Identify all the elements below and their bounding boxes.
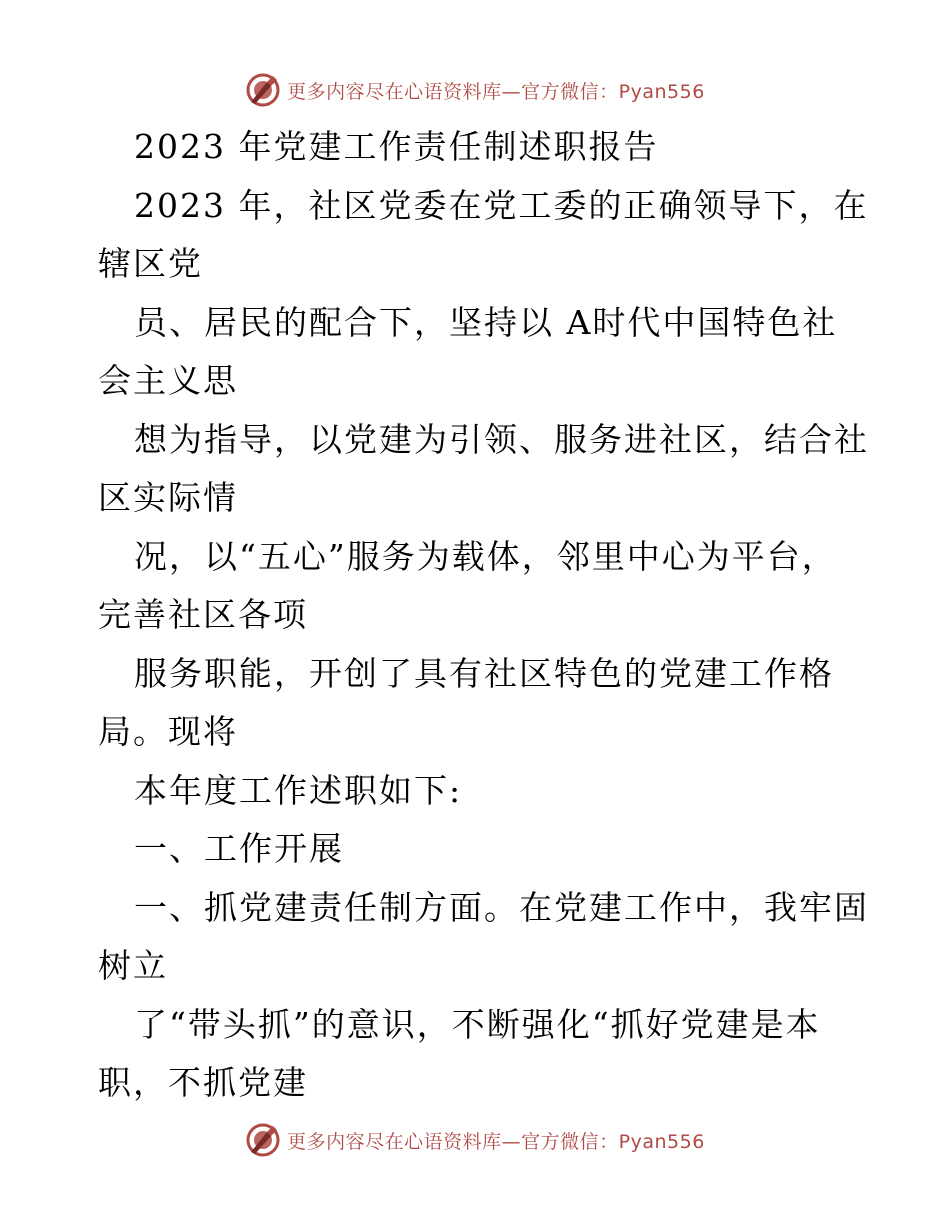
paragraph-line: 了“带头抓”的意识，不断强化“抓好党建是本 [134, 1005, 821, 1044]
paragraph-line: 区实际情 [98, 478, 238, 517]
paragraph-line: 况，以“五心”服务为载体，邻里中心为平台， [134, 537, 837, 576]
paragraph-line: 想为指导，以党建为引领、服务进社区，结合社 [134, 420, 869, 459]
paragraph-line: 完善社区各项 [98, 595, 308, 634]
paragraph-line: 本年度工作述职如下: [134, 771, 463, 810]
footer-watermark [0, 1118, 950, 1162]
paragraph-line: 2023 年，社区党委在党工委的正确领导下，在 [134, 186, 869, 225]
paragraph-line: 员、居民的配合下，坚持以 A时代中国特色社 [134, 303, 838, 342]
paragraph-line: 一、抓党建责任制方面。在党建工作中，我牢固 [134, 888, 869, 927]
section-heading: 一、工作开展 [134, 829, 344, 868]
paragraph-line: 服务职能，开创了具有社区特色的党建工作格 [134, 654, 834, 693]
paragraph-line: 会主义思 [98, 361, 238, 400]
paragraph-line: 树立 [98, 946, 168, 985]
paragraph-line: 辖区党 [98, 244, 203, 283]
paragraph-line: 局。现将 [98, 712, 238, 751]
pen-seal-logo-icon [245, 72, 281, 108]
header-watermark [0, 68, 950, 112]
paragraph-line: 职，不抓党建 [98, 1063, 308, 1102]
watermark-text: 更多内容尽在心语资料库—官方微信：Pyan556 [287, 1130, 705, 1153]
watermark-text: 更多内容尽在心语资料库—官方微信：Pyan556 [287, 80, 705, 103]
pen-seal-logo-icon [245, 1122, 281, 1158]
document-title: 2023 年党建工作责任制述职报告 [134, 127, 659, 166]
